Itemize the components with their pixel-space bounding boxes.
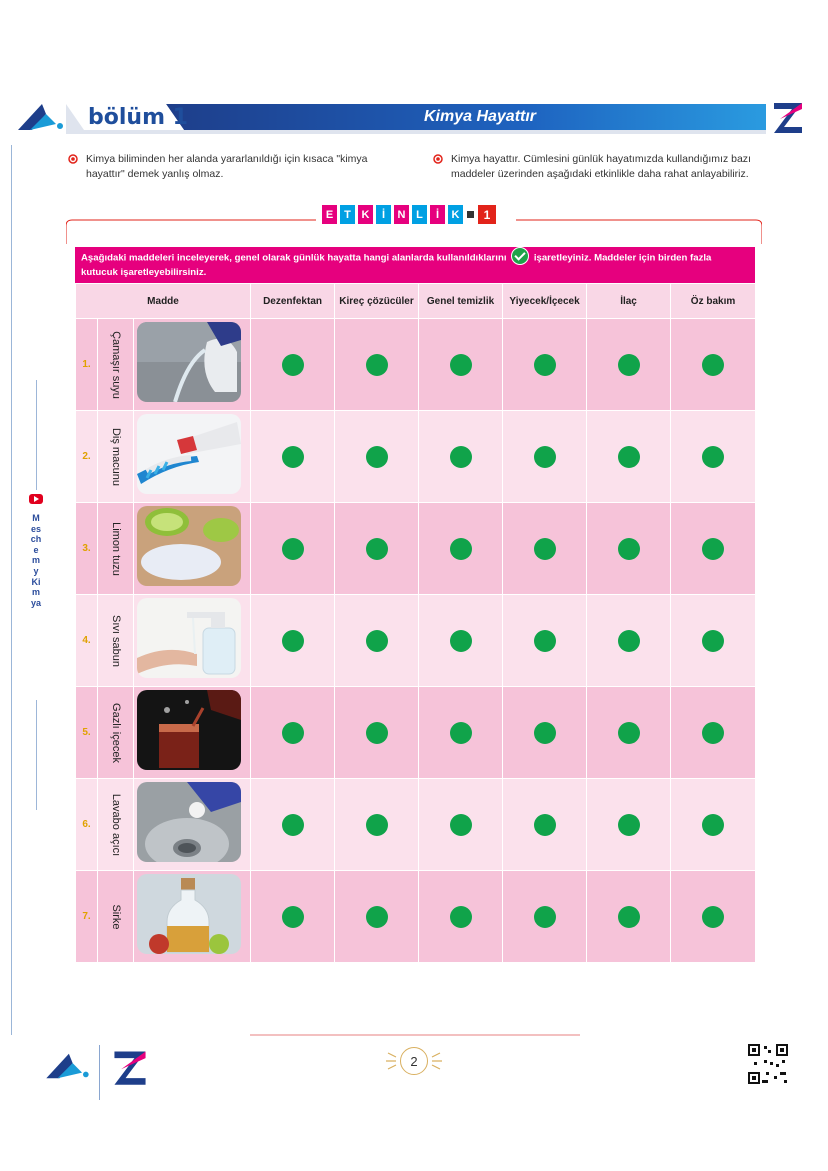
mark-circle[interactable] — [702, 722, 724, 744]
col-header-general-cleaning: Genel temizlik — [419, 284, 503, 319]
activity-letter: L — [412, 205, 427, 224]
row-name-cell — [98, 319, 134, 411]
activity-letter: K — [358, 205, 373, 224]
activity-letter: İ — [430, 205, 445, 224]
descaler-cell[interactable] — [335, 871, 419, 963]
mark-circle[interactable] — [618, 446, 640, 468]
mark-circle[interactable] — [282, 538, 304, 560]
activity-letter: İ — [376, 205, 391, 224]
mark-circle[interactable] — [450, 722, 472, 744]
mark-circle[interactable] — [282, 446, 304, 468]
medicine-cell[interactable] — [587, 503, 671, 595]
general-cleaning-cell[interactable] — [419, 411, 503, 503]
side-divider — [36, 380, 37, 490]
personal-care-cell[interactable] — [671, 779, 756, 871]
activity-letter: N — [394, 205, 409, 224]
table-row — [76, 411, 756, 503]
disinfectant-cell[interactable] — [251, 871, 335, 963]
row-number: 4. — [76, 595, 98, 687]
row-number: 7. — [76, 871, 98, 963]
bullet-icon — [433, 154, 443, 164]
table-row — [76, 503, 756, 595]
row-number: 6. — [76, 779, 98, 871]
mark-circle[interactable] — [618, 814, 640, 836]
col-header-medicine: İlaç — [587, 284, 671, 319]
medicine-cell[interactable] — [587, 319, 671, 411]
row-image-cell — [134, 871, 251, 963]
mark-circle[interactable] — [450, 630, 472, 652]
instruction-box — [75, 247, 755, 283]
check-icon — [511, 247, 529, 265]
mark-circle[interactable] — [450, 906, 472, 928]
descaler-cell[interactable] — [335, 411, 419, 503]
bullet-icon — [68, 154, 78, 164]
drain-opener-image — [137, 782, 241, 862]
personal-care-cell[interactable] — [671, 687, 756, 779]
mark-circle[interactable] — [282, 722, 304, 744]
food-drink-cell[interactable] — [503, 779, 587, 871]
medicine-cell[interactable] — [587, 411, 671, 503]
mark-circle[interactable] — [618, 722, 640, 744]
substance-name: Gazlı içecek — [109, 702, 122, 763]
food-drink-cell[interactable] — [503, 503, 587, 595]
row-name-cell — [98, 503, 134, 595]
col-header-disinfectant: Dezenfektan — [251, 284, 335, 319]
row-image-cell — [134, 779, 251, 871]
mark-circle[interactable] — [618, 538, 640, 560]
descaler-cell[interactable] — [335, 779, 419, 871]
general-cleaning-cell[interactable] — [419, 319, 503, 411]
intro-text-2: Kimya hayattır. Cümlesini günlük hayatımızda kullandığımız bazı maddeler üzerinden aşağıdaki etkinlikle daha rahat anlayabiliriz. — [451, 153, 751, 180]
mark-circle[interactable] — [534, 446, 556, 468]
substance-name: Sirke — [109, 903, 122, 930]
general-cleaning-cell[interactable] — [419, 871, 503, 963]
mark-circle[interactable] — [534, 906, 556, 928]
mark-circle[interactable] — [282, 906, 304, 928]
mark-circle[interactable] — [534, 354, 556, 376]
row-name-cell — [98, 411, 134, 503]
row-number: 1. — [76, 319, 98, 411]
mark-circle[interactable] — [366, 538, 388, 560]
qr-code-icon[interactable] — [746, 1042, 790, 1086]
brand-z-logo-footer — [110, 1047, 150, 1087]
row-name-cell — [98, 779, 134, 871]
toothpaste-image — [137, 414, 241, 494]
table-row — [76, 319, 756, 411]
mark-circle[interactable] — [282, 630, 304, 652]
mark-circle[interactable] — [282, 814, 304, 836]
personal-care-cell[interactable] — [671, 871, 756, 963]
side-divider — [36, 700, 37, 810]
row-number: 3. — [76, 503, 98, 595]
general-cleaning-cell[interactable] — [419, 595, 503, 687]
row-image-cell — [134, 687, 251, 779]
general-cleaning-cell[interactable] — [419, 779, 503, 871]
mark-circle[interactable] — [450, 354, 472, 376]
substance-name: Lavabo açıcı — [109, 793, 122, 856]
mark-circle[interactable] — [366, 722, 388, 744]
page-title: Kimya Hayattır — [423, 108, 537, 125]
row-image-cell — [134, 503, 251, 595]
liquid-soap-image — [137, 598, 241, 678]
vinegar-image — [137, 874, 241, 954]
mark-circle[interactable] — [366, 354, 388, 376]
bleach-image — [137, 322, 241, 402]
descaler-cell[interactable] — [335, 503, 419, 595]
personal-care-cell[interactable] — [671, 319, 756, 411]
activity-separator — [467, 211, 474, 218]
mark-circle[interactable] — [366, 630, 388, 652]
instruction-text-end: işaretleyiniz. Maddeler için birden fazla kutucuk işaretleyebilirsiniz. — [81, 252, 712, 278]
mark-circle[interactable] — [450, 538, 472, 560]
intro-bullet-2 — [433, 152, 783, 182]
mark-circle[interactable] — [450, 446, 472, 468]
activity-number: 1 — [478, 205, 496, 224]
row-image-cell — [134, 319, 251, 411]
mark-circle[interactable] — [534, 538, 556, 560]
margin-line — [11, 145, 12, 1035]
mark-circle[interactable] — [702, 630, 724, 652]
disinfectant-cell[interactable] — [251, 503, 335, 595]
row-number: 5. — [76, 687, 98, 779]
mark-circle[interactable] — [702, 906, 724, 928]
mark-circle[interactable] — [618, 354, 640, 376]
mark-circle[interactable] — [366, 906, 388, 928]
row-name-cell — [98, 871, 134, 963]
side-channel-name: Meschemy Kimya — [30, 513, 42, 608]
activity-badge — [322, 205, 496, 224]
substance-name: Sıvı sabun — [109, 614, 122, 667]
table-row — [76, 871, 756, 963]
publisher-logo — [16, 100, 64, 134]
general-cleaning-cell[interactable] — [419, 687, 503, 779]
mark-circle[interactable] — [366, 446, 388, 468]
row-name-cell — [98, 687, 134, 779]
mark-circle[interactable] — [366, 814, 388, 836]
col-header-personal-care: Öz bakım — [671, 284, 756, 319]
chapter-label: bölüm 1 — [88, 105, 188, 130]
col-header-food-drink: Yiyecek/İçecek — [503, 284, 587, 319]
activity-letter: K — [448, 205, 463, 224]
col-header-substance: Madde — [76, 284, 251, 319]
medicine-cell[interactable] — [587, 871, 671, 963]
instruction-text-start: Aşağıdaki maddeleri inceleyerek, genel olarak günlük hayatta hangi alanlarda kullanıldıklarını — [81, 252, 507, 264]
mark-circle[interactable] — [702, 538, 724, 560]
food-drink-cell[interactable] — [503, 871, 587, 963]
medicine-cell[interactable] — [587, 595, 671, 687]
mark-circle[interactable] — [618, 630, 640, 652]
mark-circle[interactable] — [702, 446, 724, 468]
food-drink-cell[interactable] — [503, 319, 587, 411]
descaler-cell[interactable] — [335, 319, 419, 411]
disinfectant-cell[interactable] — [251, 319, 335, 411]
disinfectant-cell[interactable] — [251, 779, 335, 871]
mark-circle[interactable] — [702, 814, 724, 836]
activity-letter: E — [322, 205, 337, 224]
page-number: 2 — [400, 1047, 428, 1075]
medicine-cell[interactable] — [587, 687, 671, 779]
mark-circle[interactable] — [282, 354, 304, 376]
mark-circle[interactable] — [534, 630, 556, 652]
col-header-descaler: Kireç çözücüler — [335, 284, 419, 319]
descaler-cell[interactable] — [335, 687, 419, 779]
row-number: 2. — [76, 411, 98, 503]
personal-care-cell[interactable] — [671, 595, 756, 687]
table-row — [76, 687, 756, 779]
disinfectant-cell[interactable] — [251, 411, 335, 503]
descaler-cell[interactable] — [335, 595, 419, 687]
mark-circle[interactable] — [618, 906, 640, 928]
intro-bullet-1 — [68, 152, 408, 182]
youtube-icon — [29, 494, 43, 504]
mark-circle[interactable] — [702, 354, 724, 376]
personal-care-cell[interactable] — [671, 411, 756, 503]
soda-image — [137, 690, 241, 770]
brand-z-logo — [770, 99, 806, 135]
mark-circle[interactable] — [534, 814, 556, 836]
footer-separator — [99, 1045, 100, 1100]
row-name-cell — [98, 595, 134, 687]
activity-table — [75, 283, 756, 963]
publisher-logo-footer — [44, 1050, 90, 1082]
activity-letter: T — [340, 205, 355, 224]
mark-circle[interactable] — [534, 722, 556, 744]
table-row — [76, 779, 756, 871]
general-cleaning-cell[interactable] — [419, 503, 503, 595]
intro-text-1: Kimya biliminden her alanda yararlanıldığı için kısaca "kimya hayattır" demek yanlış olmaz. — [86, 153, 368, 180]
disinfectant-cell[interactable] — [251, 595, 335, 687]
substance-name: Limon tuzu — [109, 521, 122, 576]
personal-care-cell[interactable] — [671, 503, 756, 595]
substance-name: Diş macunu — [109, 427, 122, 486]
food-drink-cell[interactable] — [503, 411, 587, 503]
food-drink-cell[interactable] — [503, 687, 587, 779]
citric-acid-image — [137, 506, 241, 586]
mark-circle[interactable] — [450, 814, 472, 836]
substance-name: Çamaşır suyu — [109, 330, 122, 399]
food-drink-cell[interactable] — [503, 595, 587, 687]
row-image-cell — [134, 595, 251, 687]
table-row — [76, 595, 756, 687]
disinfectant-cell[interactable] — [251, 687, 335, 779]
row-image-cell — [134, 411, 251, 503]
medicine-cell[interactable] — [587, 779, 671, 871]
footer-divider — [250, 1034, 580, 1036]
